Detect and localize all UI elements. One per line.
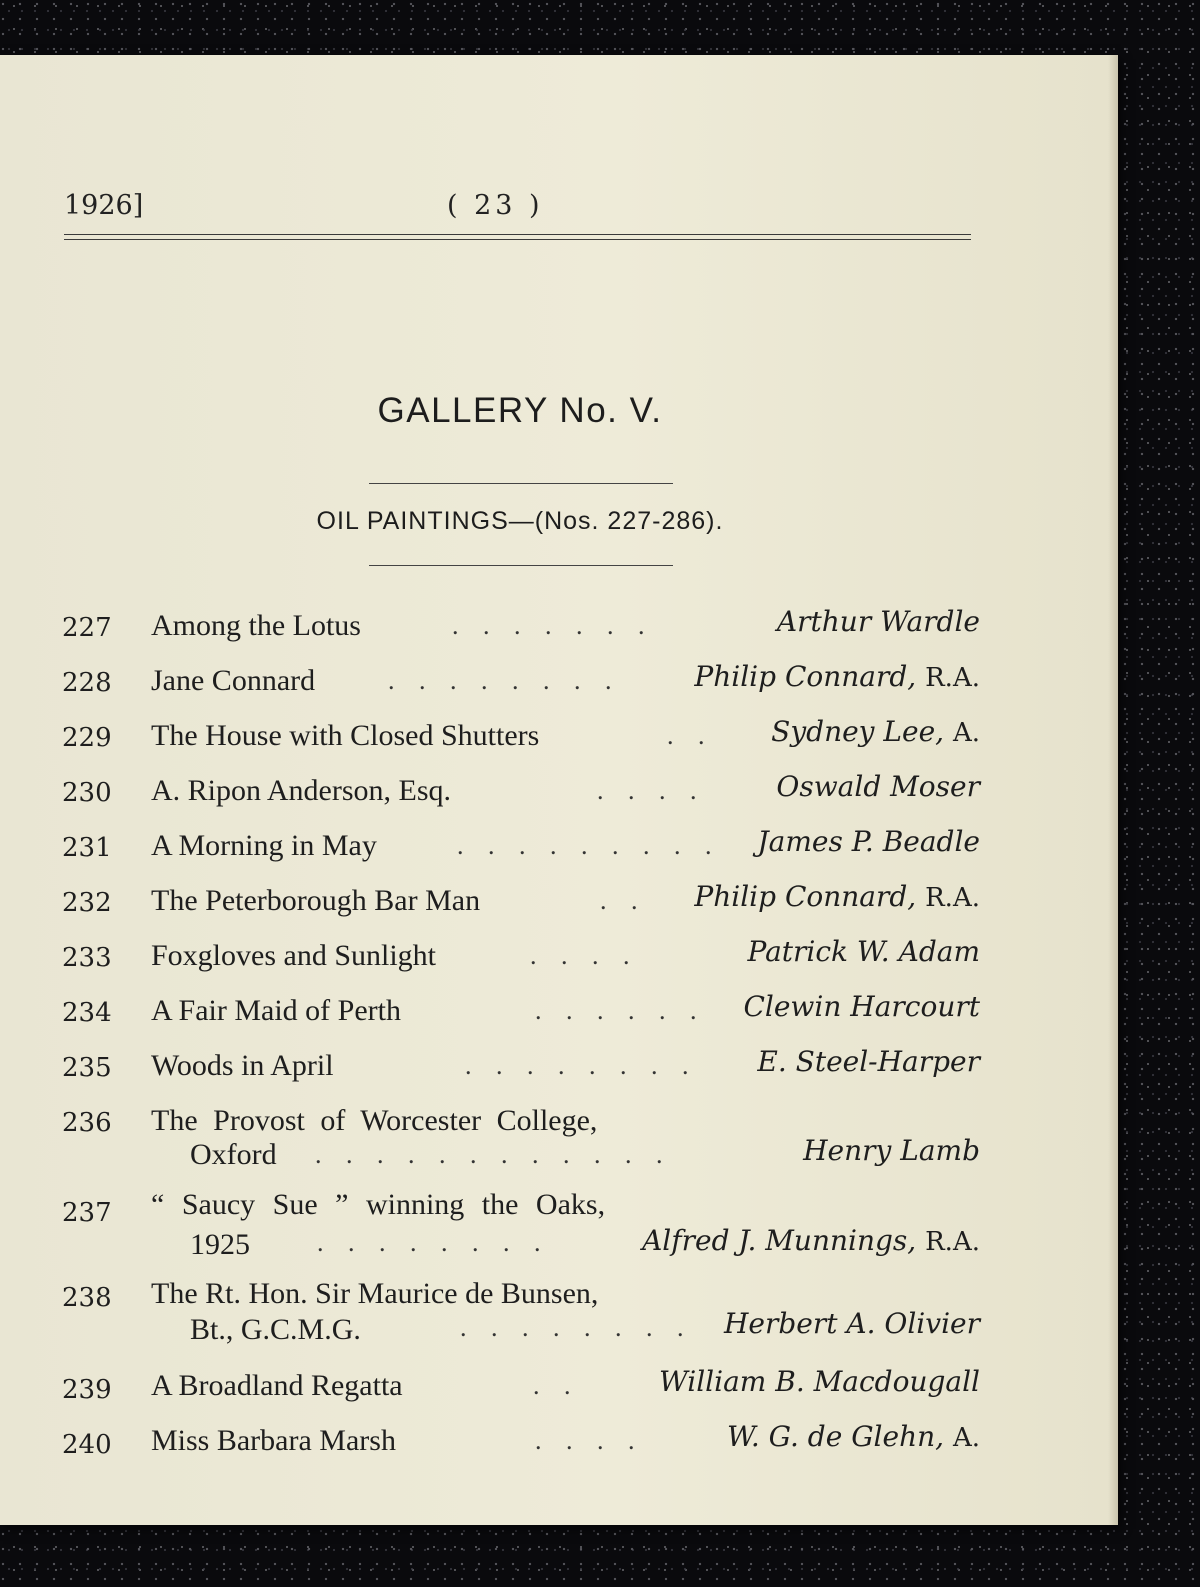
entry-leader: . . . .	[530, 941, 639, 970]
entry-artist	[724, 1307, 980, 1340]
entry-artist	[771, 715, 980, 748]
entry-artist	[694, 660, 980, 693]
entry-title: A Broadland Regatta	[151, 1369, 403, 1402]
entry-number: 229	[62, 723, 112, 753]
page-number: ( 23 )	[447, 190, 544, 221]
entry-title: A Morning in May	[151, 829, 377, 862]
artist-suffix: A.	[952, 1423, 980, 1453]
running-head-year: 1926]	[64, 190, 144, 221]
entry-artist	[776, 770, 980, 803]
artist-name: Herbert A. Olivier	[723, 1307, 980, 1340]
artist-name: Philip Connard,	[694, 660, 917, 693]
entry-number: 232	[62, 888, 112, 918]
entry-artist	[757, 1045, 980, 1078]
entry-number: 228	[62, 668, 112, 698]
entry-number: 239	[62, 1375, 112, 1405]
entry-number: 234	[62, 998, 112, 1028]
section-title: OIL PAINTINGS—(Nos. 227-286).	[316, 507, 724, 535]
entry-artist	[757, 825, 980, 858]
artist-suffix: R.A.	[925, 663, 980, 693]
entry-leader: . . . .	[597, 776, 706, 805]
artist-name: Oswald Moser	[776, 770, 980, 803]
entry-artist	[642, 1224, 980, 1257]
artist-suffix: A.	[952, 718, 980, 748]
entry-number: 237	[62, 1198, 112, 1228]
artist-suffix: R.A.	[925, 883, 980, 913]
gallery-title: GALLERY No. V.	[377, 391, 663, 430]
entry-artist	[694, 880, 980, 913]
entry-leader: . . . .	[535, 1426, 644, 1455]
entry-leader: . . . . . .	[535, 996, 706, 1025]
entry-title: A Fair Maid of Perth	[151, 994, 401, 1027]
entry-number: 230	[62, 778, 112, 808]
entry-leader: . . . . . . . .	[388, 666, 621, 695]
artist-name: E. Steel-Harper	[757, 1045, 980, 1078]
catalogue-page	[0, 55, 1118, 1525]
entry-number: 238	[62, 1283, 112, 1313]
entry-leader: . . . . . . . .	[317, 1228, 550, 1257]
entry-title: Foxgloves and Sunlight	[151, 939, 437, 972]
entry-title: The Rt. Hon. Sir Maurice de Bunsen,	[151, 1277, 599, 1310]
entry-title: Miss Barbara Marsh	[151, 1424, 396, 1457]
artist-name: Sydney Lee,	[771, 715, 945, 748]
entry-leader: . .	[533, 1371, 580, 1400]
entry-title: Woods in April	[151, 1049, 334, 1082]
entry-artist	[748, 935, 981, 968]
artist-name: W. G. de Glehn,	[726, 1420, 945, 1453]
entry-title: A. Ripon Anderson, Esq.	[151, 774, 451, 807]
entry-title: The Provost of Worcester College,	[151, 1104, 598, 1137]
entry-artist	[743, 990, 980, 1023]
entry-title-continuation: Bt., G.C.M.G.	[190, 1313, 361, 1346]
catalogue-list	[0, 55, 1118, 1525]
artist-name: Alfred J. Munnings,	[642, 1224, 917, 1257]
entry-number: 240	[62, 1430, 112, 1460]
entry-artist	[803, 1134, 980, 1167]
entry-number: 236	[62, 1108, 112, 1138]
entry-artist	[777, 605, 980, 638]
artist-name: Patrick W. Adam	[747, 935, 980, 968]
artist-name: Arthur Wardle	[776, 605, 980, 638]
artist-suffix: R.A.	[925, 1227, 980, 1257]
entry-leader: . .	[667, 721, 714, 750]
artist-name: Philip Connard,	[694, 880, 917, 913]
entry-artist	[659, 1365, 980, 1398]
artist-name: William B. Macdougall	[658, 1365, 980, 1398]
entry-title: The Peterborough Bar Man	[151, 884, 481, 917]
entry-number: 233	[62, 943, 112, 973]
entry-leader: . . . . . . . . .	[457, 831, 721, 860]
artist-name: Clewin Harcourt	[743, 990, 980, 1023]
artist-name: James P. Beadle	[757, 825, 980, 858]
entry-title: “ Saucy Sue ” winning the Oaks,	[151, 1188, 606, 1221]
entry-number: 235	[62, 1053, 112, 1083]
entry-leader: . . . . . . . .	[465, 1051, 698, 1080]
entry-title-continuation: Oxford	[190, 1138, 277, 1171]
entry-title: Among the Lotus	[151, 609, 361, 642]
entry-title: The House with Closed Shutters	[151, 719, 540, 752]
entry-artist	[727, 1420, 980, 1453]
entry-leader: . . . . . . .	[452, 611, 654, 640]
entry-title-continuation: 1925	[190, 1228, 250, 1261]
entry-number: 227	[62, 613, 112, 643]
entry-leader: . . . . . . . .	[460, 1313, 693, 1342]
entry-title: Jane Connard	[151, 664, 316, 697]
entry-leader: . . . . . . . . . . . .	[315, 1140, 672, 1169]
entry-leader: . .	[600, 886, 647, 915]
entry-number: 231	[62, 833, 112, 863]
artist-name: Henry Lamb	[803, 1134, 980, 1167]
